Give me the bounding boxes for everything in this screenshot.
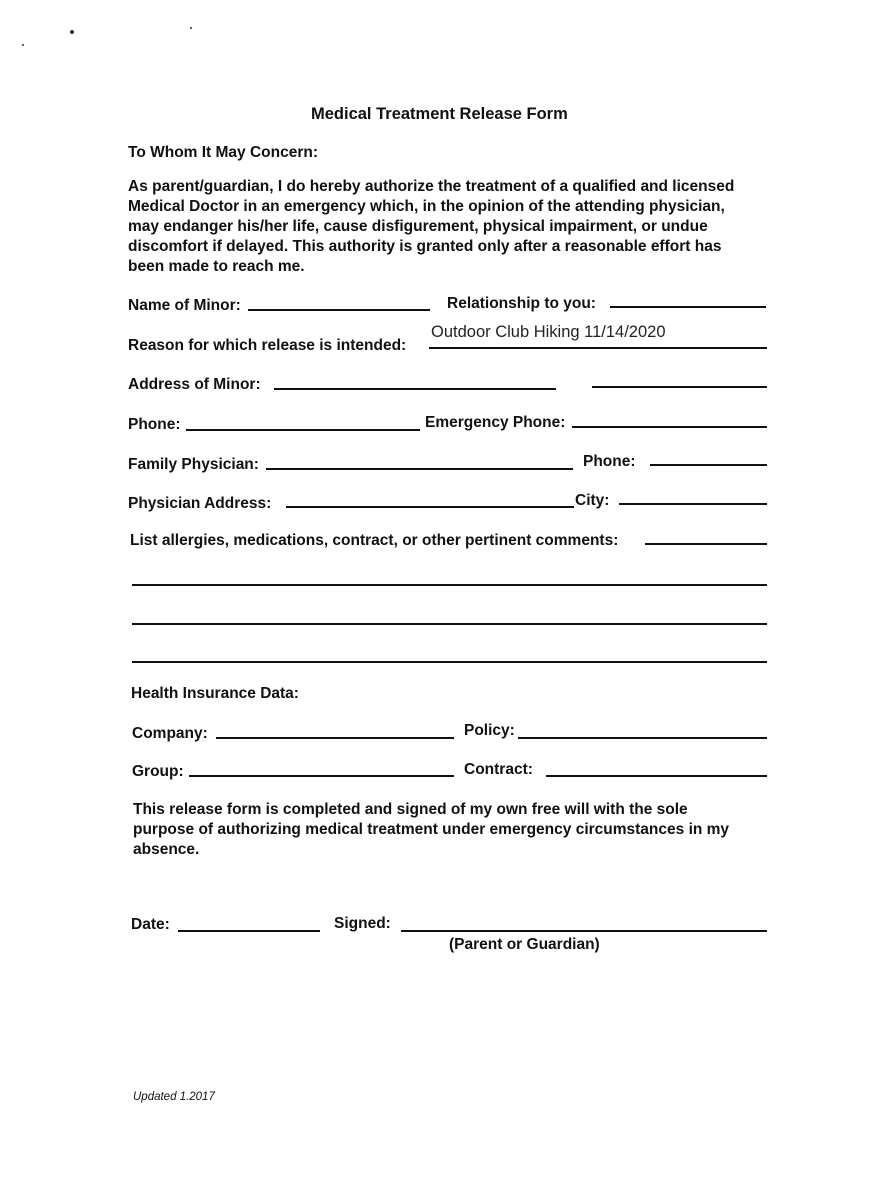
group-field[interactable] bbox=[189, 775, 454, 777]
closing-line: purpose of authorizing medical treatment under emergency circumstances in my bbox=[133, 821, 730, 838]
policy-label: Policy: bbox=[464, 722, 515, 739]
date-label: Date: bbox=[131, 916, 170, 933]
intro-line: As parent/guardian, I do hereby authorize the treatment of a qualified and licensed bbox=[128, 178, 735, 195]
signature-field[interactable] bbox=[401, 930, 767, 932]
address-of-minor-field[interactable] bbox=[274, 388, 556, 390]
physician-address-field[interactable] bbox=[286, 506, 574, 508]
scan-speck bbox=[70, 30, 74, 34]
comments-line[interactable] bbox=[132, 584, 767, 586]
relationship-field[interactable] bbox=[610, 306, 766, 308]
intro-line: may endanger his/her life, cause disfigurement, physical impairment, or undue bbox=[128, 218, 708, 235]
company-field[interactable] bbox=[216, 737, 454, 739]
comments-line[interactable] bbox=[132, 623, 767, 625]
intro-line: Medical Doctor in an emergency which, in the opinion of the attending physician, bbox=[128, 198, 725, 215]
contract-label: Contract: bbox=[464, 761, 533, 778]
intro-paragraph bbox=[128, 177, 734, 277]
family-physician-field[interactable] bbox=[266, 468, 573, 470]
date-field[interactable] bbox=[178, 930, 320, 932]
name-of-minor-field[interactable] bbox=[248, 309, 430, 311]
reason-value: Outdoor Club Hiking 11/14/2020 bbox=[431, 323, 666, 341]
closing-paragraph bbox=[133, 800, 729, 860]
physician-address-label: Physician Address: bbox=[128, 495, 272, 512]
intro-line: discomfort if delayed. This authority is granted only after a reasonable effort has bbox=[128, 238, 722, 255]
scan-speck bbox=[22, 44, 24, 46]
relationship-label: Relationship to you: bbox=[447, 295, 596, 312]
intro-line: been made to reach me. bbox=[128, 258, 305, 275]
company-label: Company: bbox=[132, 725, 208, 742]
comments-line[interactable] bbox=[132, 661, 767, 663]
address-of-minor-field-2[interactable] bbox=[592, 386, 767, 388]
form-title: Medical Treatment Release Form bbox=[311, 105, 568, 123]
name-of-minor-label: Name of Minor: bbox=[128, 297, 241, 314]
footer-updated: Updated 1.2017 bbox=[133, 1091, 215, 1103]
city-label: City: bbox=[575, 492, 610, 509]
physician-phone-field[interactable] bbox=[650, 464, 767, 466]
city-field[interactable] bbox=[619, 503, 767, 505]
emergency-phone-label: Emergency Phone: bbox=[425, 414, 566, 431]
address-of-minor-label: Address of Minor: bbox=[128, 376, 261, 393]
closing-line: This release form is completed and signed of my own free will with the sole bbox=[133, 801, 688, 818]
salutation: To Whom It May Concern: bbox=[128, 144, 319, 161]
phone-field[interactable] bbox=[186, 429, 420, 431]
allergies-field[interactable] bbox=[645, 543, 767, 545]
contract-field[interactable] bbox=[546, 775, 767, 777]
emergency-phone-field[interactable] bbox=[572, 426, 767, 428]
family-physician-label: Family Physician: bbox=[128, 456, 259, 473]
group-label: Group: bbox=[132, 763, 184, 780]
reason-field[interactable] bbox=[429, 347, 767, 349]
reason-label: Reason for which release is intended: bbox=[128, 337, 407, 354]
signer-caption: (Parent or Guardian) bbox=[449, 936, 600, 953]
policy-field[interactable] bbox=[518, 737, 767, 739]
phone-label: Phone: bbox=[128, 416, 181, 433]
signed-label: Signed: bbox=[334, 915, 391, 932]
allergies-label: List allergies, medications, contract, or other pertinent comments: bbox=[130, 532, 619, 549]
closing-line: absence. bbox=[133, 841, 200, 858]
scan-speck bbox=[190, 27, 192, 29]
physician-phone-label: Phone: bbox=[583, 453, 636, 470]
insurance-heading: Health Insurance Data: bbox=[131, 685, 299, 702]
